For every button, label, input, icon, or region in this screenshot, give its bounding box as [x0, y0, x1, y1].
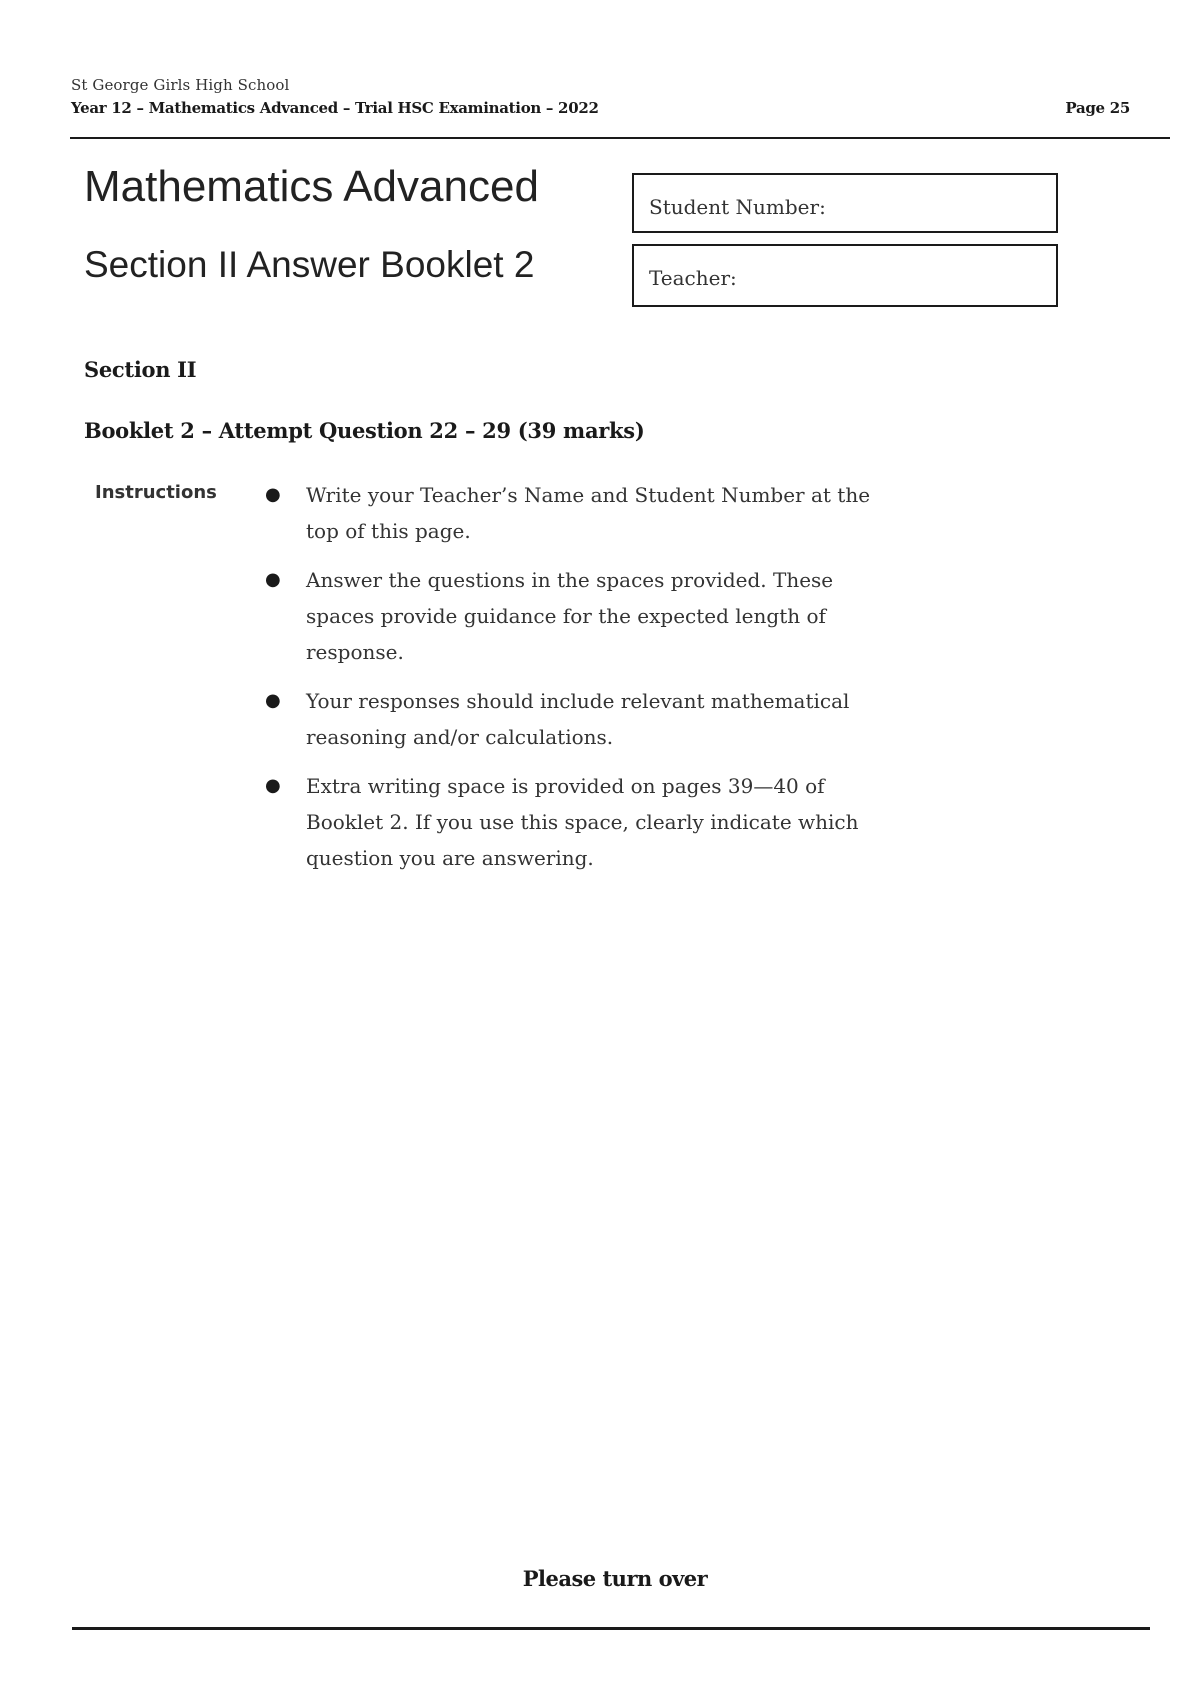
school-name: St George Girls High School [71, 76, 290, 94]
section-heading: Section II [84, 357, 197, 382]
student-number-field[interactable] [632, 173, 1058, 233]
bullet-icon: ● [265, 484, 281, 505]
exam-title: Year 12 – Mathematics Advanced – Trial HSC Examination – 2022 [71, 99, 599, 117]
bullet-icon: ● [265, 569, 281, 590]
booklet-heading: Booklet 2 – Attempt Question 22 – 29 (39 marks) [84, 418, 645, 443]
instructions-list [262, 477, 882, 889]
please-turn-over: Please turn over [522, 1566, 708, 1591]
instruction-item [262, 562, 882, 670]
instruction-item [262, 477, 882, 549]
instruction-text: Your responses should include relevant mathematical reasoning and/or calculations. [306, 689, 850, 749]
document-title: Mathematics Advanced [84, 162, 539, 211]
header-divider [70, 137, 1170, 139]
teacher-label: Teacher: [649, 266, 737, 290]
teacher-field[interactable] [632, 244, 1058, 307]
bullet-icon: ● [265, 775, 281, 796]
instruction-item [262, 768, 882, 876]
page-number: Page 25 [1065, 99, 1130, 117]
bullet-icon: ● [265, 690, 281, 711]
footer-divider [72, 1627, 1150, 1630]
document-subtitle: Section II Answer Booklet 2 [84, 244, 535, 285]
instruction-text: Write your Teacher’s Name and Student Number at the top of this page. [306, 483, 871, 543]
student-number-label: Student Number: [649, 195, 826, 219]
instructions-label: Instructions [95, 482, 217, 503]
instruction-item [262, 683, 882, 755]
instruction-text: Answer the questions in the spaces provided. These spaces provide guidance for the expected length of response. [306, 568, 834, 664]
instruction-text: Extra writing space is provided on pages 39—40 of Booklet 2. If you use this space, clearly indicate which question you are answering. [306, 774, 859, 870]
